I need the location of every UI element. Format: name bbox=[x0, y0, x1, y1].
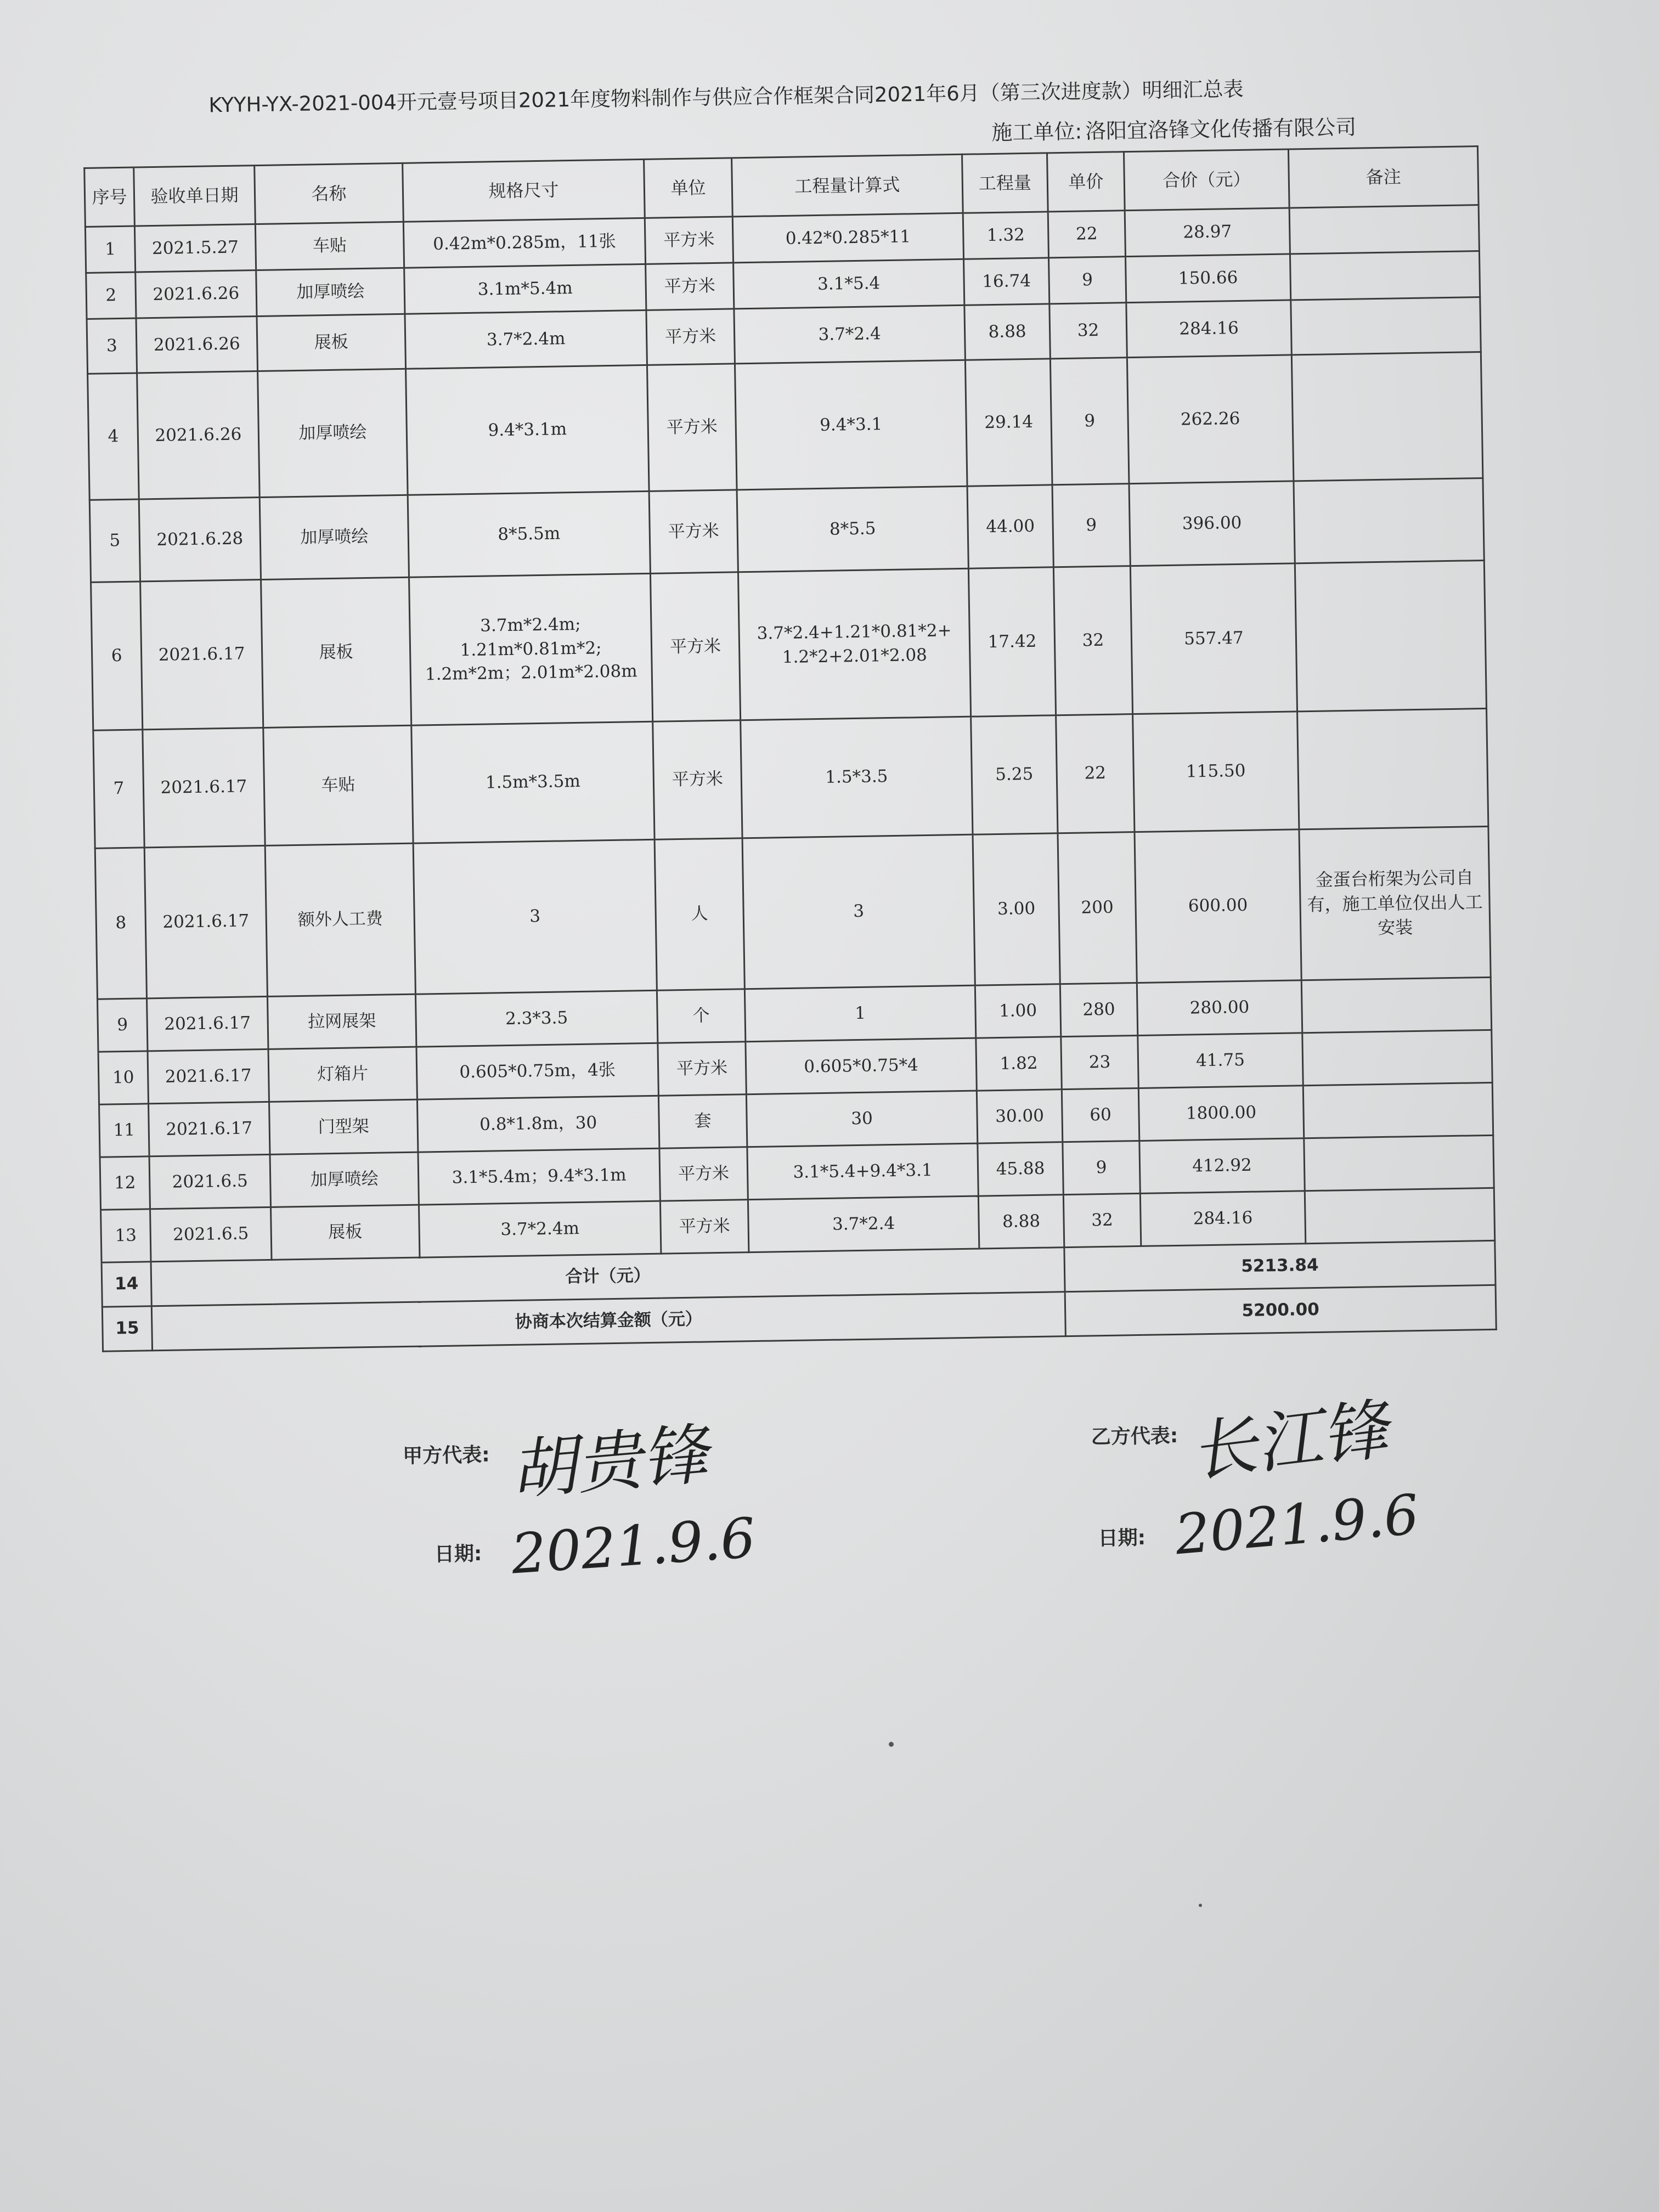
row-note bbox=[1297, 708, 1488, 829]
row-unit: 平方米 bbox=[645, 217, 733, 264]
row-seq: 4 bbox=[88, 373, 139, 500]
total-label: 合计（元） bbox=[151, 1248, 1065, 1306]
row-unit: 个 bbox=[657, 989, 745, 1043]
row-qty: 45.88 bbox=[978, 1142, 1063, 1196]
vendor-line bbox=[988, 110, 1357, 146]
row-unit: 平方米 bbox=[646, 263, 734, 311]
header-cell: 合价（元） bbox=[1124, 149, 1289, 211]
row-seq: 8 bbox=[95, 848, 146, 999]
party-a-date-label: 日期: bbox=[434, 1542, 482, 1566]
row-price: 22 bbox=[1048, 211, 1125, 258]
row-qty: 1.00 bbox=[975, 984, 1060, 1038]
row-seq: 6 bbox=[91, 582, 143, 730]
row-date: 2021.6.17 bbox=[147, 996, 268, 1051]
row-seq: 10 bbox=[98, 1051, 148, 1104]
header-cell: 备注 bbox=[1288, 146, 1479, 208]
row-seq: 1 bbox=[85, 226, 135, 273]
row-spec: 2.3*3.5 bbox=[415, 990, 657, 1047]
row-price: 9 bbox=[1063, 1141, 1140, 1194]
row-price: 9 bbox=[1050, 358, 1129, 485]
row-spec: 8*5.5m bbox=[408, 491, 650, 577]
row-name: 展板 bbox=[261, 577, 411, 727]
party-b-signature: 长江锋 bbox=[1186, 1391, 1392, 1491]
row-date: 2021.6.17 bbox=[140, 579, 263, 729]
row-amount: 557.47 bbox=[1130, 563, 1297, 714]
row-spec: 3.7*2.4m bbox=[419, 1201, 661, 1257]
row-name: 车贴 bbox=[263, 725, 413, 845]
row-spec: 3.1m*5.4m bbox=[404, 264, 646, 314]
table-row bbox=[93, 708, 1488, 848]
party-b-label: 乙方代表: bbox=[1091, 1424, 1178, 1449]
row-amount: 280.00 bbox=[1137, 980, 1302, 1036]
row-qty: 3.00 bbox=[973, 833, 1060, 985]
row-name: 展板 bbox=[257, 314, 406, 371]
row-spec: 1.5m*3.5m bbox=[411, 721, 654, 843]
row-amount: 396.00 bbox=[1129, 481, 1295, 566]
total-amount: 5213.84 bbox=[1064, 1240, 1496, 1291]
party-b-date: 2021.9.6 bbox=[1172, 1482, 1421, 1567]
row-note bbox=[1291, 297, 1481, 355]
row-unit: 平方米 bbox=[650, 572, 740, 721]
row-name: 加厚喷绘 bbox=[256, 268, 405, 316]
row-qty: 17.42 bbox=[968, 567, 1056, 716]
row-note bbox=[1304, 1135, 1494, 1190]
row-amount: 412.92 bbox=[1139, 1138, 1305, 1194]
row-qty: 16.74 bbox=[964, 258, 1049, 305]
row-seq: 9 bbox=[98, 998, 148, 1052]
row-spec: 0.605*0.75m，4张 bbox=[416, 1043, 658, 1099]
detail-table bbox=[83, 145, 1497, 1352]
header-cell: 规格尺寸 bbox=[403, 159, 645, 222]
row-note bbox=[1305, 1188, 1494, 1243]
row-unit: 平方米 bbox=[658, 1042, 746, 1096]
row-seq: 5 bbox=[89, 499, 140, 582]
row-unit: 平方米 bbox=[646, 309, 735, 365]
row-date: 2021.6.26 bbox=[137, 371, 260, 499]
row-formula: 1 bbox=[744, 985, 975, 1042]
vendor-name: 洛阳宜洛锋文化传播有限公司 bbox=[1085, 115, 1357, 144]
row-date: 2021.6.28 bbox=[139, 498, 261, 582]
row-amount: 150.66 bbox=[1125, 254, 1290, 303]
row-unit: 平方米 bbox=[660, 1200, 748, 1254]
row-formula: 3.1*5.4 bbox=[733, 259, 964, 309]
row-name: 展板 bbox=[271, 1205, 420, 1260]
total-seq: 14 bbox=[101, 1262, 151, 1307]
row-price: 32 bbox=[1053, 566, 1132, 715]
party-a-date: 2021.9.6 bbox=[509, 1505, 758, 1587]
row-date: 2021.6.5 bbox=[150, 1207, 272, 1261]
row-qty: 5.25 bbox=[971, 715, 1058, 834]
header-cell: 验收单日期 bbox=[134, 166, 256, 226]
row-date: 2021.6.17 bbox=[148, 1049, 269, 1103]
row-qty: 8.88 bbox=[964, 304, 1051, 360]
row-formula: 1.5*3.5 bbox=[741, 716, 973, 838]
header-cell: 单位 bbox=[644, 158, 733, 218]
row-price: 200 bbox=[1058, 832, 1137, 984]
row-formula: 30 bbox=[746, 1091, 977, 1147]
row-spec: 9.4*3.1m bbox=[406, 365, 650, 495]
row-formula: 3.7*2.4 bbox=[748, 1196, 979, 1252]
row-qty: 29.14 bbox=[965, 359, 1052, 486]
settlement-amount: 5200.00 bbox=[1065, 1285, 1496, 1336]
row-unit: 平方米 bbox=[649, 490, 738, 573]
row-price: 23 bbox=[1061, 1035, 1138, 1089]
row-qty: 1.82 bbox=[976, 1037, 1062, 1091]
row-seq: 3 bbox=[87, 318, 137, 374]
row-note bbox=[1291, 352, 1483, 481]
row-seq: 12 bbox=[100, 1156, 150, 1210]
row-name: 额外人工费 bbox=[265, 843, 415, 996]
row-date: 2021.5.27 bbox=[134, 224, 256, 272]
row-price: 9 bbox=[1052, 484, 1130, 567]
row-formula: 3.7*2.4+1.21*0.81*2+ 1.2*2+2.01*2.08 bbox=[738, 568, 970, 720]
party-a-label: 甲方代表: bbox=[402, 1443, 490, 1468]
header-cell: 序号 bbox=[84, 167, 135, 227]
header-cell: 工程量 bbox=[962, 153, 1048, 213]
row-name: 车贴 bbox=[255, 222, 404, 270]
row-name: 拉网展架 bbox=[267, 994, 416, 1049]
row-date: 2021.6.26 bbox=[136, 270, 257, 318]
row-spec: 3.7*2.4m bbox=[405, 310, 647, 369]
vendor-label: 施工单位: bbox=[991, 119, 1082, 145]
row-date: 2021.6.26 bbox=[136, 317, 258, 373]
row-price: 32 bbox=[1049, 303, 1127, 359]
row-date: 2021.6.17 bbox=[144, 845, 267, 998]
document bbox=[82, 69, 1483, 1587]
row-seq: 13 bbox=[101, 1209, 151, 1262]
row-spec: 3 bbox=[413, 839, 657, 994]
paper-speck bbox=[889, 1742, 894, 1747]
row-date: 2021.6.5 bbox=[149, 1154, 270, 1209]
row-price: 22 bbox=[1056, 714, 1135, 833]
row-formula: 3.1*5.4+9.4*3.1 bbox=[747, 1143, 978, 1200]
row-amount: 284.16 bbox=[1126, 300, 1292, 358]
row-qty: 8.88 bbox=[978, 1195, 1064, 1249]
header-cell: 工程量计算式 bbox=[732, 154, 963, 217]
row-note bbox=[1294, 478, 1484, 563]
row-seq: 11 bbox=[99, 1104, 149, 1157]
row-note bbox=[1302, 1030, 1492, 1085]
row-unit: 平方米 bbox=[659, 1147, 748, 1201]
row-seq: 2 bbox=[86, 272, 136, 319]
row-price: 60 bbox=[1062, 1088, 1139, 1142]
row-spec: 0.42m*0.285m，11张 bbox=[403, 218, 645, 268]
row-formula: 3 bbox=[742, 834, 975, 989]
settlement-label: 协商本次结算金额（元） bbox=[151, 1292, 1065, 1351]
row-formula: 8*5.5 bbox=[737, 486, 968, 572]
row-name: 门型架 bbox=[269, 1099, 417, 1154]
row-note bbox=[1301, 977, 1491, 1032]
row-spec: 0.8*1.8m，30 bbox=[417, 1096, 659, 1152]
row-unit: 平方米 bbox=[647, 364, 737, 491]
row-formula: 3.7*2.4 bbox=[734, 305, 966, 364]
row-unit: 套 bbox=[658, 1094, 747, 1149]
row-date: 2021.6.17 bbox=[149, 1102, 270, 1156]
row-name: 加厚喷绘 bbox=[259, 495, 409, 579]
header-cell: 名称 bbox=[255, 163, 404, 224]
row-amount: 284.16 bbox=[1140, 1191, 1305, 1246]
row-spec: 3.1*5.4m；9.4*3.1m bbox=[418, 1148, 660, 1205]
row-note bbox=[1290, 251, 1480, 300]
table-body bbox=[85, 205, 1494, 1263]
row-amount: 1800.00 bbox=[1138, 1086, 1304, 1141]
row-name: 灯箱片 bbox=[268, 1047, 417, 1102]
row-amount: 262.26 bbox=[1127, 355, 1294, 484]
document-title: KYYH-YX-2021-004开元壹号项目2021年度物料制作与供应合作框架合同2021年6月（第三次进度款）明细汇总表 bbox=[208, 77, 1244, 117]
row-note: 金蛋台桁架为公司自有，施工单位仅出人工安装 bbox=[1299, 826, 1491, 980]
row-spec: 3.7m*2.4m; 1.21m*0.81m*2; 1.2m*2m；2.01m*2.08m bbox=[409, 573, 653, 725]
row-amount: 28.97 bbox=[1125, 208, 1290, 257]
table-row bbox=[95, 826, 1491, 999]
row-qty: 1.32 bbox=[963, 212, 1048, 259]
table-row bbox=[91, 560, 1487, 730]
row-unit: 人 bbox=[654, 838, 744, 990]
row-date: 2021.6.17 bbox=[143, 727, 265, 847]
row-amount: 41.75 bbox=[1138, 1033, 1303, 1088]
row-note bbox=[1295, 560, 1486, 711]
row-unit: 平方米 bbox=[653, 720, 742, 839]
settlement-seq: 15 bbox=[102, 1306, 152, 1351]
row-formula: 9.4*3.1 bbox=[735, 360, 967, 490]
party-a-signature: 胡贵锋 bbox=[507, 1417, 711, 1510]
row-note bbox=[1289, 205, 1479, 254]
row-price: 32 bbox=[1063, 1193, 1141, 1247]
row-note bbox=[1303, 1082, 1493, 1138]
row-formula: 0.605*0.75*4 bbox=[746, 1038, 977, 1094]
row-formula: 0.42*0.285*11 bbox=[732, 213, 963, 263]
row-qty: 44.00 bbox=[967, 485, 1053, 568]
party-b-date-label: 日期: bbox=[1098, 1526, 1146, 1550]
row-price: 9 bbox=[1049, 257, 1126, 304]
row-name: 加厚喷绘 bbox=[270, 1152, 419, 1207]
header-cell: 单价 bbox=[1047, 152, 1125, 212]
table-row bbox=[88, 352, 1483, 500]
paper-speck bbox=[1199, 1904, 1202, 1907]
row-amount: 600.00 bbox=[1135, 830, 1301, 983]
row-seq: 7 bbox=[93, 730, 144, 848]
row-name: 加厚喷绘 bbox=[258, 369, 408, 497]
row-qty: 30.00 bbox=[977, 1090, 1062, 1143]
row-amount: 115.50 bbox=[1133, 712, 1299, 832]
row-price: 280 bbox=[1060, 983, 1137, 1037]
